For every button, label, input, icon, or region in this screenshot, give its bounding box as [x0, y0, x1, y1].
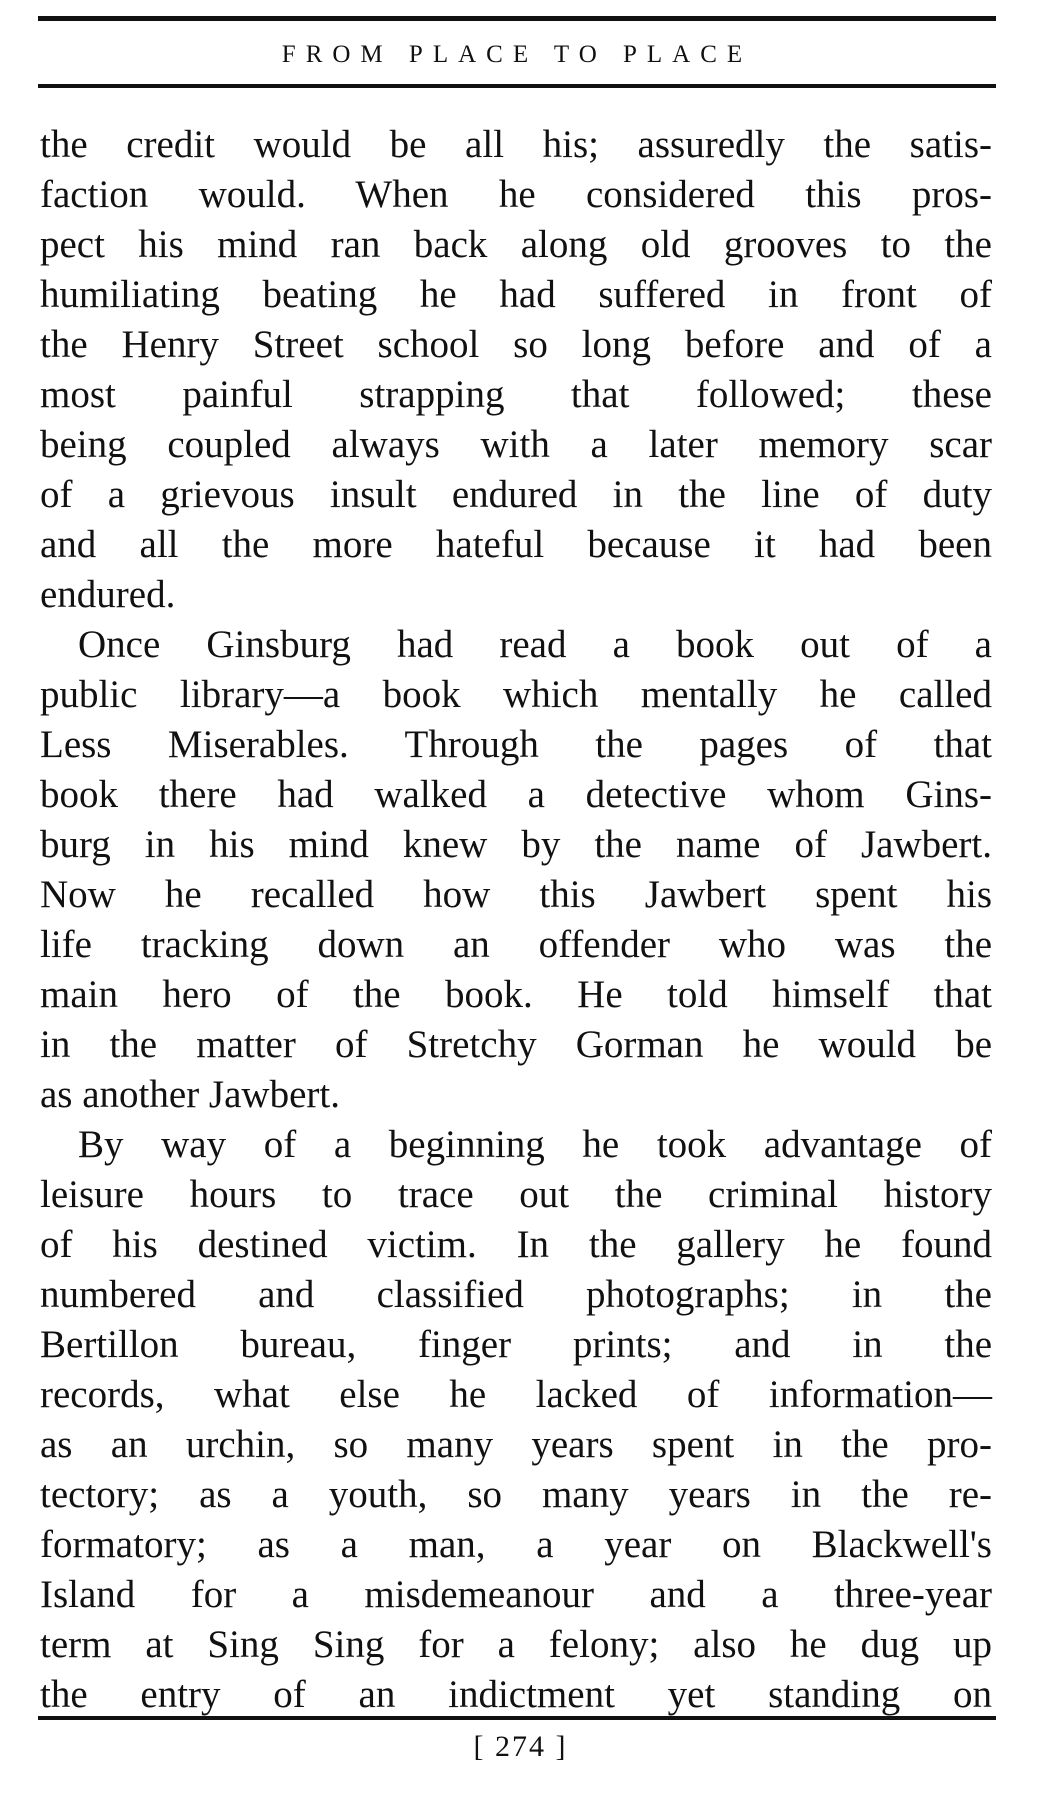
text-line: the entry of an indictment yet standing on: [40, 1673, 992, 1716]
text-line: Bertillon bureau, finger prints; and in the: [40, 1323, 992, 1366]
text-line: public library—a book which mentally he called: [40, 673, 992, 716]
text-line: as another Jawbert.: [40, 1073, 340, 1116]
text-line: leisure hours to trace out the criminal history: [40, 1173, 992, 1216]
body-text: [40, 120, 992, 1720]
header-rule: [38, 84, 996, 88]
text-line: formatory; as a man, a year on Blackwell's: [40, 1523, 992, 1566]
text-line: tectory; as a youth, so many years in the re-: [40, 1473, 992, 1516]
text-line: of his destined victim. In the gallery he found: [40, 1223, 992, 1266]
running-head: FROM PLACE TO PLACE: [281, 41, 753, 68]
text-line: term at Sing Sing for a felony; also he dug up: [40, 1623, 992, 1666]
text-line: in the matter of Stretchy Gorman he would be: [40, 1023, 992, 1066]
text-line: most painful strapping that followed; these: [40, 373, 992, 416]
text-line: Once Ginsburg had read a book out of a: [78, 623, 992, 666]
text-line: By way of a beginning he took advantage of: [78, 1123, 992, 1166]
footer-rule: [38, 1716, 996, 1720]
text-line: as an urchin, so many years spent in the pro-: [40, 1423, 992, 1466]
text-line: pect his mind ran back along old grooves to the: [40, 223, 992, 266]
text-line: of a grievous insult endured in the line of duty: [40, 473, 992, 516]
text-line: numbered and classified photographs; in the: [40, 1273, 992, 1316]
text-line: Island for a misdemeanour and a three-year: [40, 1573, 992, 1616]
text-line: faction would. When he considered this pros-: [40, 173, 992, 216]
page-number: [ 274 ]: [473, 1730, 568, 1763]
text-line: life tracking down an offender who was the: [40, 923, 992, 966]
paragraph-1: [40, 120, 992, 620]
text-line: records, what else he lacked of information—: [40, 1373, 992, 1416]
text-line: Now he recalled how this Jawbert spent his: [40, 873, 992, 916]
text-line: and all the more hateful because it had been: [40, 523, 992, 566]
text-line: the credit would be all his; assuredly the satis-: [40, 123, 992, 166]
text-line: main hero of the book. He told himself that: [40, 973, 992, 1016]
paragraph-2: [40, 620, 992, 1120]
text-line: humiliating beating he had suffered in front of: [40, 273, 992, 316]
top-rule: [38, 16, 996, 21]
text-line: endured.: [40, 573, 176, 616]
text-line: book there had walked a detective whom Gins-: [40, 773, 992, 816]
text-line: burg in his mind knew by the name of Jawbert.: [40, 823, 992, 866]
paragraph-3: [40, 1120, 992, 1720]
text-line: being coupled always with a later memory scar: [40, 423, 992, 466]
text-line: Less Miserables. Through the pages of that: [40, 723, 992, 766]
text-line: the Henry Street school so long before and of a: [40, 323, 992, 366]
